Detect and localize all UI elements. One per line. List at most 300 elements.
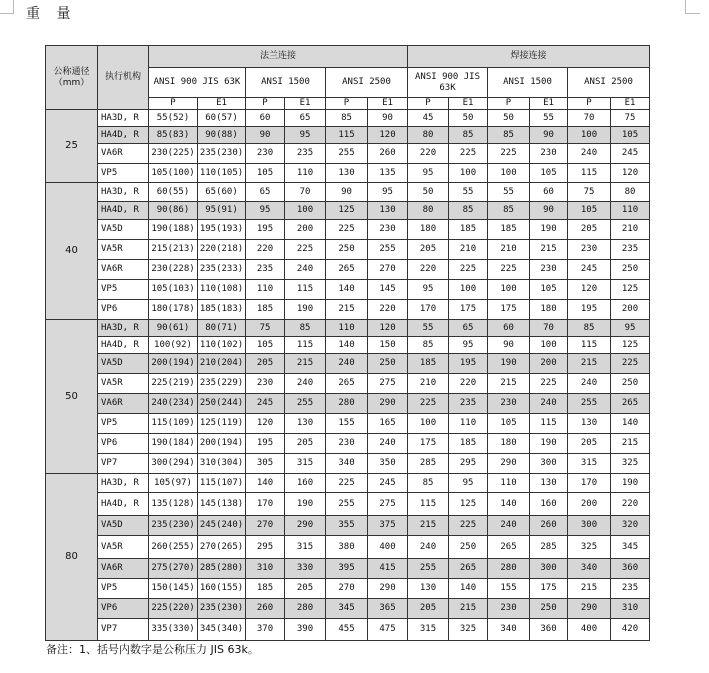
actuator-cell: VA6R <box>98 260 149 280</box>
weight-value-cell: 95 <box>408 280 449 300</box>
weight-value-cell: 80 <box>408 202 449 220</box>
actuator-cell: VA5D <box>98 354 149 374</box>
weight-value-cell: 225 <box>488 260 530 280</box>
weight-value-cell: 200(194) <box>198 434 246 454</box>
header-p: P <box>488 98 530 110</box>
weight-value-cell: 240 <box>568 144 611 164</box>
weight-value-cell: 110 <box>326 320 368 337</box>
weight-value-cell: 455 <box>326 619 368 641</box>
weight-value-cell: 75 <box>568 183 611 202</box>
weight-value-cell: 235(230) <box>198 599 246 619</box>
weight-value-cell: 225 <box>449 516 488 536</box>
weight-value-cell: 110 <box>246 280 285 300</box>
weight-value-cell: 290 <box>488 454 530 474</box>
table-row <box>46 220 650 240</box>
table-row <box>46 110 650 127</box>
weight-value-cell: 85 <box>488 127 530 144</box>
weight-value-cell: 200 <box>285 220 326 240</box>
page-title: 重 量 <box>26 6 77 22</box>
weight-value-cell: 240 <box>326 354 368 374</box>
weight-value-cell: 80(71) <box>198 320 246 337</box>
weight-value-cell: 265 <box>326 260 368 280</box>
actuator-cell: HA3D, R <box>98 110 149 127</box>
weight-value-cell: 115 <box>285 337 326 354</box>
weight-value-cell: 220 <box>449 374 488 394</box>
table-row <box>46 127 650 144</box>
header-weld: 焊接连接 <box>408 46 650 68</box>
weight-value-cell: 160 <box>530 493 568 516</box>
weight-value-cell: 285 <box>408 454 449 474</box>
weight-value-cell: 85 <box>488 202 530 220</box>
weight-value-cell: 170 <box>408 300 449 320</box>
weight-value-cell: 100 <box>408 414 449 434</box>
weight-value-cell: 100 <box>285 202 326 220</box>
weight-value-cell: 90(86) <box>149 202 198 220</box>
weight-value-cell: 120 <box>611 164 650 183</box>
weight-value-cell: 235 <box>449 394 488 414</box>
actuator-cell: VA6R <box>98 394 149 414</box>
header-flange-ansi900: ANSI 900 JIS 63K <box>149 68 246 98</box>
weight-value-cell: 415 <box>368 559 408 579</box>
actuator-cell: VP6 <box>98 599 149 619</box>
weight-value-cell: 230 <box>368 220 408 240</box>
weight-value-cell: 295 <box>246 536 285 559</box>
weight-value-cell: 240 <box>368 434 408 454</box>
header-e1: E1 <box>449 98 488 110</box>
weight-value-cell: 275 <box>368 493 408 516</box>
weight-value-cell: 110 <box>488 474 530 493</box>
weight-value-cell: 215 <box>568 579 611 599</box>
weight-value-cell: 420 <box>611 619 650 641</box>
table-row <box>46 183 650 202</box>
weight-value-cell: 60(55) <box>149 183 198 202</box>
weight-value-cell: 195 <box>568 300 611 320</box>
weight-value-cell: 90 <box>530 127 568 144</box>
weight-value-cell: 220 <box>246 240 285 260</box>
weight-value-cell: 235 <box>611 579 650 599</box>
actuator-cell: VP5 <box>98 414 149 434</box>
weight-value-cell: 85 <box>326 110 368 127</box>
weight-value-cell: 90 <box>246 127 285 144</box>
weight-value-cell: 230 <box>246 144 285 164</box>
weight-value-cell: 75 <box>246 320 285 337</box>
weight-value-cell: 240 <box>285 374 326 394</box>
weight-value-cell: 275 <box>368 374 408 394</box>
weight-value-cell: 340 <box>326 454 368 474</box>
actuator-cell: VP7 <box>98 454 149 474</box>
weight-value-cell: 120 <box>368 127 408 144</box>
weight-value-cell: 115 <box>326 127 368 144</box>
weight-value-cell: 225 <box>530 374 568 394</box>
actuator-cell: HA4D, R <box>98 202 149 220</box>
weight-value-cell: 400 <box>368 536 408 559</box>
weight-value-cell: 255 <box>368 240 408 260</box>
weight-value-cell: 65(60) <box>198 183 246 202</box>
weight-value-cell: 90 <box>368 110 408 127</box>
weight-value-cell: 130 <box>530 474 568 493</box>
weight-value-cell: 115 <box>530 414 568 434</box>
weight-value-cell: 100 <box>449 280 488 300</box>
weight-value-cell: 130 <box>368 202 408 220</box>
weight-value-cell: 290 <box>568 599 611 619</box>
weight-value-cell: 280 <box>488 559 530 579</box>
weight-value-cell: 270 <box>326 579 368 599</box>
weight-value-cell: 260(255) <box>149 536 198 559</box>
weight-table-body <box>46 46 650 641</box>
weight-value-cell: 95 <box>285 127 326 144</box>
weight-value-cell: 140 <box>449 579 488 599</box>
weight-value-cell: 85 <box>408 337 449 354</box>
weight-value-cell: 210 <box>611 220 650 240</box>
weight-value-cell: 115(107) <box>198 474 246 493</box>
weight-value-cell: 225 <box>488 144 530 164</box>
weight-value-cell: 330 <box>285 559 326 579</box>
actuator-cell: VP5 <box>98 280 149 300</box>
weight-value-cell: 290 <box>368 579 408 599</box>
weight-value-cell: 200 <box>568 493 611 516</box>
weight-value-cell: 210 <box>408 374 449 394</box>
actuator-cell: VA5R <box>98 536 149 559</box>
weight-value-cell: 225 <box>326 474 368 493</box>
weight-value-cell: 220 <box>408 144 449 164</box>
weight-value-cell: 195(193) <box>198 220 246 240</box>
weight-value-cell: 185 <box>449 220 488 240</box>
weight-value-cell: 230 <box>488 599 530 619</box>
weight-value-cell: 240 <box>408 536 449 559</box>
weight-value-cell: 210(204) <box>198 354 246 374</box>
weight-value-cell: 160 <box>285 474 326 493</box>
weight-value-cell: 90 <box>488 337 530 354</box>
weight-value-cell: 205 <box>285 434 326 454</box>
header-e1: E1 <box>285 98 326 110</box>
weight-value-cell: 235(229) <box>198 374 246 394</box>
weight-value-cell: 255 <box>568 394 611 414</box>
table-row <box>46 516 650 536</box>
weight-value-cell: 85(83) <box>149 127 198 144</box>
actuator-cell: VA5D <box>98 516 149 536</box>
weight-value-cell: 80 <box>611 183 650 202</box>
weight-value-cell: 110(102) <box>198 337 246 354</box>
weight-value-cell: 205 <box>408 240 449 260</box>
weight-value-cell: 135 <box>368 164 408 183</box>
weight-value-cell: 265 <box>449 559 488 579</box>
weight-value-cell: 245 <box>568 260 611 280</box>
weight-value-cell: 350 <box>368 454 408 474</box>
weight-value-cell: 125 <box>449 493 488 516</box>
weight-value-cell: 250 <box>611 374 650 394</box>
weight-value-cell: 230 <box>246 374 285 394</box>
weight-value-cell: 250 <box>530 599 568 619</box>
weight-value-cell: 310 <box>246 559 285 579</box>
weight-value-cell: 340 <box>568 559 611 579</box>
weight-value-cell: 90 <box>326 183 368 202</box>
weight-value-cell: 160(155) <box>198 579 246 599</box>
weight-value-cell: 345 <box>611 536 650 559</box>
weight-value-cell: 195 <box>449 354 488 374</box>
weight-value-cell: 235(230) <box>198 144 246 164</box>
weight-value-cell: 110(105) <box>198 164 246 183</box>
weight-value-cell: 225 <box>408 394 449 414</box>
weight-value-cell: 100 <box>449 164 488 183</box>
weight-value-cell: 300(294) <box>149 454 198 474</box>
weight-value-cell: 95(91) <box>198 202 246 220</box>
weight-value-cell: 230(225) <box>149 144 198 164</box>
weight-value-cell: 325 <box>449 619 488 641</box>
weight-value-cell: 355 <box>326 516 368 536</box>
header-flange: 法兰连接 <box>149 46 408 68</box>
weight-value-cell: 220 <box>611 493 650 516</box>
weight-value-cell: 85 <box>449 202 488 220</box>
weight-value-cell: 175 <box>488 300 530 320</box>
weight-value-cell: 275(270) <box>149 559 198 579</box>
weight-value-cell: 255 <box>326 493 368 516</box>
weight-value-cell: 185 <box>246 579 285 599</box>
weight-value-cell: 150(145) <box>149 579 198 599</box>
weight-value-cell: 325 <box>568 536 611 559</box>
weight-value-cell: 325 <box>611 454 650 474</box>
header-p: P <box>408 98 449 110</box>
table-row <box>46 414 650 434</box>
weight-value-cell: 285 <box>530 536 568 559</box>
weight-value-cell: 200(194) <box>149 354 198 374</box>
header-e1: E1 <box>368 98 408 110</box>
table-row <box>46 474 650 493</box>
weight-value-cell: 230 <box>530 260 568 280</box>
weight-value-cell: 220(218) <box>198 240 246 260</box>
table-row <box>46 579 650 599</box>
weight-value-cell: 205 <box>408 599 449 619</box>
weight-value-cell: 185 <box>246 300 285 320</box>
actuator-cell: HA4D, R <box>98 337 149 354</box>
table-row <box>46 619 650 641</box>
nominal-size-cell: 25 <box>46 110 98 183</box>
weight-value-cell: 235 <box>611 240 650 260</box>
weight-value-cell: 265 <box>326 374 368 394</box>
actuator-cell: HA4D, R <box>98 127 149 144</box>
weight-value-cell: 190(184) <box>149 434 198 454</box>
weight-value-cell: 70 <box>530 320 568 337</box>
weight-value-cell: 55 <box>408 320 449 337</box>
header-weld-ansi2500: ANSI 2500 <box>568 68 650 98</box>
weight-value-cell: 95 <box>246 202 285 220</box>
weight-value-cell: 240(234) <box>149 394 198 414</box>
weight-value-cell: 235 <box>285 144 326 164</box>
table-row <box>46 559 650 579</box>
weight-value-cell: 300 <box>530 559 568 579</box>
weight-value-cell: 45 <box>408 110 449 127</box>
weight-value-cell: 190 <box>611 474 650 493</box>
weight-value-cell: 235(230) <box>149 516 198 536</box>
weight-value-cell: 120 <box>568 280 611 300</box>
header-weld-ansi900: ANSI 900 JIS 63K <box>408 68 488 98</box>
header-p: P <box>326 98 368 110</box>
weight-value-cell: 110 <box>285 164 326 183</box>
weight-value-cell: 180 <box>408 220 449 240</box>
table-row <box>46 300 650 320</box>
weight-value-cell: 210 <box>449 240 488 260</box>
weight-value-cell: 90(61) <box>149 320 198 337</box>
weight-value-cell: 115(109) <box>149 414 198 434</box>
nominal-size-cell: 50 <box>46 320 98 474</box>
nominal-size-cell: 40 <box>46 183 98 320</box>
weight-value-cell: 190 <box>285 300 326 320</box>
table-row <box>46 536 650 559</box>
weight-value-cell: 150 <box>368 337 408 354</box>
header-weld-ansi1500: ANSI 1500 <box>488 68 568 98</box>
header-flange-ansi1500: ANSI 1500 <box>246 68 326 98</box>
weight-value-cell: 115 <box>285 280 326 300</box>
weight-value-cell: 340 <box>488 619 530 641</box>
weight-value-cell: 105 <box>530 164 568 183</box>
weight-value-cell: 250(244) <box>198 394 246 414</box>
weight-value-cell: 115 <box>568 164 611 183</box>
weight-value-cell: 360 <box>611 559 650 579</box>
actuator-cell: HA4D, R <box>98 493 149 516</box>
table-row <box>46 493 650 516</box>
weight-value-cell: 105(103) <box>149 280 198 300</box>
weight-value-cell: 215 <box>408 516 449 536</box>
weight-value-cell: 270 <box>246 516 285 536</box>
weight-value-cell: 215 <box>611 434 650 454</box>
weight-value-cell: 240 <box>488 516 530 536</box>
weight-value-cell: 145 <box>368 280 408 300</box>
weight-value-cell: 260 <box>368 144 408 164</box>
weight-value-cell: 320 <box>611 516 650 536</box>
weight-value-cell: 240 <box>285 260 326 280</box>
actuator-cell: VP5 <box>98 579 149 599</box>
weight-value-cell: 205 <box>568 220 611 240</box>
weight-value-cell: 395 <box>326 559 368 579</box>
weight-value-cell: 235 <box>246 260 285 280</box>
weight-value-cell: 125 <box>611 280 650 300</box>
weight-value-cell: 270 <box>368 260 408 280</box>
weight-value-cell: 360 <box>530 619 568 641</box>
weight-value-cell: 230 <box>568 240 611 260</box>
weight-value-cell: 215 <box>449 599 488 619</box>
weight-value-cell: 335(330) <box>149 619 198 641</box>
weight-value-cell: 295 <box>449 454 488 474</box>
actuator-cell: VP5 <box>98 164 149 183</box>
actuator-cell: VA5R <box>98 374 149 394</box>
weight-value-cell: 265 <box>488 536 530 559</box>
weight-value-cell: 75 <box>611 110 650 127</box>
weight-value-cell: 65 <box>285 110 326 127</box>
weight-value-cell: 95 <box>368 183 408 202</box>
weight-value-cell: 55 <box>488 183 530 202</box>
table-row <box>46 434 650 454</box>
actuator-cell: HA3D, R <box>98 474 149 493</box>
weight-value-cell: 300 <box>568 516 611 536</box>
weight-value-cell: 240 <box>530 394 568 414</box>
weight-value-cell: 230 <box>488 394 530 414</box>
weight-value-cell: 195 <box>246 434 285 454</box>
page-corner-mark-left <box>0 0 14 14</box>
weight-value-cell: 135(128) <box>149 493 198 516</box>
weight-value-cell: 70 <box>285 183 326 202</box>
weight-value-cell: 380 <box>326 536 368 559</box>
weight-value-cell: 315 <box>285 454 326 474</box>
weight-value-cell: 80 <box>408 127 449 144</box>
weight-value-cell: 190 <box>488 354 530 374</box>
weight-value-cell: 215 <box>285 354 326 374</box>
weight-value-cell: 255 <box>326 144 368 164</box>
weight-value-cell: 145(138) <box>198 493 246 516</box>
weight-value-cell: 205 <box>568 434 611 454</box>
weight-value-cell: 220 <box>408 260 449 280</box>
weight-value-cell: 175 <box>408 434 449 454</box>
weight-value-cell: 185(183) <box>198 300 246 320</box>
weight-value-cell: 105 <box>488 414 530 434</box>
weight-value-cell: 245 <box>368 474 408 493</box>
table-row <box>46 164 650 183</box>
table-row <box>46 374 650 394</box>
weight-value-cell: 95 <box>449 337 488 354</box>
weight-value-cell: 70 <box>568 110 611 127</box>
weight-value-cell: 310 <box>611 599 650 619</box>
weight-value-cell: 105 <box>568 202 611 220</box>
weight-value-cell: 110 <box>611 202 650 220</box>
weight-value-cell: 290 <box>368 394 408 414</box>
weight-value-cell: 105 <box>611 127 650 144</box>
header-flange-ansi2500: ANSI 2500 <box>326 68 408 98</box>
actuator-cell: VP7 <box>98 619 149 641</box>
header-actuator: 执行机构 <box>98 46 149 110</box>
weight-value-cell: 60 <box>246 110 285 127</box>
weight-value-cell: 315 <box>408 619 449 641</box>
weight-value-cell: 190 <box>285 493 326 516</box>
weight-value-cell: 125(119) <box>198 414 246 434</box>
weight-value-cell: 225 <box>285 240 326 260</box>
weight-value-cell: 105 <box>530 280 568 300</box>
weight-value-cell: 185 <box>488 220 530 240</box>
weight-value-cell: 260 <box>530 516 568 536</box>
weight-table <box>45 45 650 641</box>
header-nominal: 公称通径（mm） <box>46 46 98 110</box>
weight-value-cell: 175 <box>449 300 488 320</box>
weight-value-cell: 95 <box>408 164 449 183</box>
header-e1: E1 <box>198 98 246 110</box>
weight-value-cell: 85 <box>285 320 326 337</box>
weight-value-cell: 185 <box>449 434 488 454</box>
header-e1: E1 <box>530 98 568 110</box>
weight-value-cell: 200 <box>611 300 650 320</box>
weight-value-cell: 240 <box>568 374 611 394</box>
weight-value-cell: 100(92) <box>149 337 198 354</box>
weight-value-cell: 390 <box>285 619 326 641</box>
header-row-1 <box>46 46 650 68</box>
weight-value-cell: 245 <box>611 144 650 164</box>
weight-value-cell: 220 <box>368 300 408 320</box>
weight-value-cell: 185 <box>408 354 449 374</box>
weight-value-cell: 225 <box>611 354 650 374</box>
weight-value-cell: 400 <box>568 619 611 641</box>
table-row <box>46 144 650 164</box>
weight-value-cell: 130 <box>326 164 368 183</box>
header-p: P <box>246 98 285 110</box>
weight-value-cell: 50 <box>408 183 449 202</box>
weight-value-cell: 165 <box>368 414 408 434</box>
weight-value-cell: 215 <box>568 354 611 374</box>
weight-value-cell: 265 <box>611 394 650 414</box>
weight-value-cell: 245(240) <box>198 516 246 536</box>
weight-value-cell: 215 <box>488 374 530 394</box>
actuator-cell: HA3D, R <box>98 320 149 337</box>
actuator-cell: VA6R <box>98 559 149 579</box>
weight-value-cell: 210 <box>488 240 530 260</box>
actuator-cell: VP6 <box>98 300 149 320</box>
actuator-cell: HA3D, R <box>98 183 149 202</box>
weight-value-cell: 175 <box>530 579 568 599</box>
